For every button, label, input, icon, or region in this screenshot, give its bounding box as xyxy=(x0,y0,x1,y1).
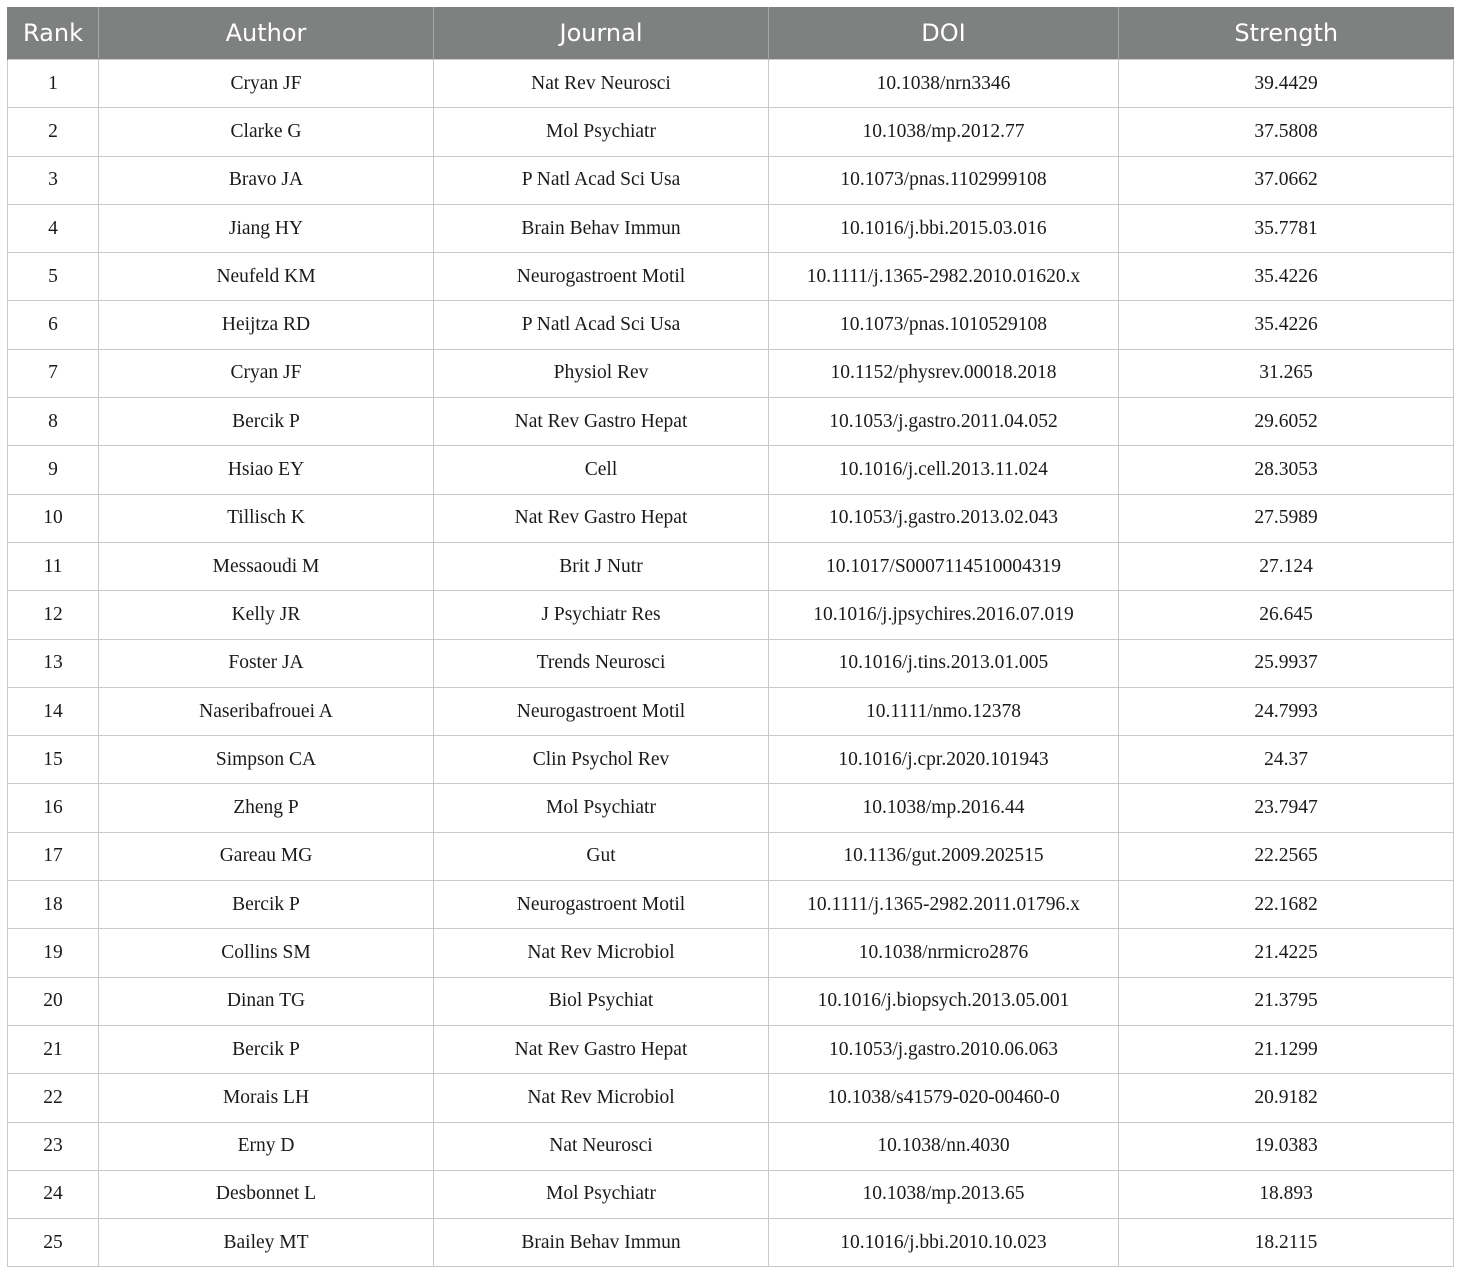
table-container xyxy=(7,7,1453,1267)
cell-strength: 20.9182 xyxy=(1119,1074,1454,1122)
cell-author: Erny D xyxy=(99,1122,434,1170)
cell-doi: 10.1016/j.bbi.2015.03.016 xyxy=(769,204,1119,252)
table-row xyxy=(8,494,1454,542)
cell-author: Simpson CA xyxy=(99,736,434,784)
citation-strength-table xyxy=(7,7,1454,1267)
cell-strength: 35.7781 xyxy=(1119,204,1454,252)
header-strength: Strength xyxy=(1119,7,1454,60)
cell-doi: 10.1016/j.cell.2013.11.024 xyxy=(769,446,1119,494)
cell-rank: 6 xyxy=(8,301,99,349)
cell-doi: 10.1152/physrev.00018.2018 xyxy=(769,349,1119,397)
cell-author: Naseribafrouei A xyxy=(99,687,434,735)
table-row xyxy=(8,542,1454,590)
header-rank: Rank xyxy=(8,7,99,60)
cell-author: Desbonnet L xyxy=(99,1170,434,1218)
cell-rank: 4 xyxy=(8,204,99,252)
cell-strength: 37.5808 xyxy=(1119,108,1454,156)
table-row xyxy=(8,1025,1454,1073)
cell-journal: Brain Behav Immun xyxy=(434,1219,769,1267)
cell-rank: 8 xyxy=(8,398,99,446)
cell-rank: 15 xyxy=(8,736,99,784)
cell-rank: 3 xyxy=(8,156,99,204)
cell-rank: 24 xyxy=(8,1170,99,1218)
cell-rank: 25 xyxy=(8,1219,99,1267)
cell-rank: 20 xyxy=(8,977,99,1025)
cell-journal: Neurogastroent Motil xyxy=(434,687,769,735)
cell-strength: 27.5989 xyxy=(1119,494,1454,542)
cell-rank: 23 xyxy=(8,1122,99,1170)
table-row xyxy=(8,639,1454,687)
cell-author: Jiang HY xyxy=(99,204,434,252)
cell-strength: 19.0383 xyxy=(1119,1122,1454,1170)
cell-author: Bravo JA xyxy=(99,156,434,204)
table-row xyxy=(8,881,1454,929)
table-body xyxy=(8,60,1454,1267)
cell-strength: 21.3795 xyxy=(1119,977,1454,1025)
table-row xyxy=(8,204,1454,252)
cell-strength: 39.4429 xyxy=(1119,60,1454,108)
cell-author: Messaoudi M xyxy=(99,542,434,590)
cell-doi: 10.1038/nrn3346 xyxy=(769,60,1119,108)
table-row xyxy=(8,108,1454,156)
table-row xyxy=(8,784,1454,832)
cell-strength: 29.6052 xyxy=(1119,398,1454,446)
table-row xyxy=(8,253,1454,301)
cell-journal: Nat Neurosci xyxy=(434,1122,769,1170)
cell-journal: Neurogastroent Motil xyxy=(434,881,769,929)
cell-journal: Biol Psychiat xyxy=(434,977,769,1025)
cell-doi: 10.1038/nrmicro2876 xyxy=(769,929,1119,977)
cell-journal: Nat Rev Gastro Hepat xyxy=(434,398,769,446)
cell-author: Cryan JF xyxy=(99,349,434,397)
table-row xyxy=(8,1170,1454,1218)
cell-author: Gareau MG xyxy=(99,832,434,880)
table-row xyxy=(8,446,1454,494)
cell-doi: 10.1111/j.1365-2982.2010.01620.x xyxy=(769,253,1119,301)
cell-strength: 27.124 xyxy=(1119,542,1454,590)
cell-rank: 9 xyxy=(8,446,99,494)
cell-journal: Physiol Rev xyxy=(434,349,769,397)
cell-author: Zheng P xyxy=(99,784,434,832)
table-row xyxy=(8,398,1454,446)
cell-journal: Neurogastroent Motil xyxy=(434,253,769,301)
cell-rank: 5 xyxy=(8,253,99,301)
cell-rank: 7 xyxy=(8,349,99,397)
cell-journal: Nat Rev Microbiol xyxy=(434,1074,769,1122)
cell-doi: 10.1016/j.bbi.2010.10.023 xyxy=(769,1219,1119,1267)
table-row xyxy=(8,1122,1454,1170)
cell-strength: 18.2115 xyxy=(1119,1219,1454,1267)
cell-author: Foster JA xyxy=(99,639,434,687)
cell-rank: 17 xyxy=(8,832,99,880)
cell-strength: 18.893 xyxy=(1119,1170,1454,1218)
table-row xyxy=(8,156,1454,204)
cell-rank: 18 xyxy=(8,881,99,929)
table-row xyxy=(8,349,1454,397)
cell-strength: 28.3053 xyxy=(1119,446,1454,494)
cell-rank: 12 xyxy=(8,591,99,639)
cell-rank: 2 xyxy=(8,108,99,156)
cell-strength: 37.0662 xyxy=(1119,156,1454,204)
cell-journal: Mol Psychiatr xyxy=(434,1170,769,1218)
table-header xyxy=(8,7,1454,60)
header-doi: DOI xyxy=(769,7,1119,60)
header-author: Author xyxy=(99,7,434,60)
cell-author: Bercik P xyxy=(99,398,434,446)
cell-strength: 25.9937 xyxy=(1119,639,1454,687)
cell-doi: 10.1038/mp.2012.77 xyxy=(769,108,1119,156)
cell-doi: 10.1111/nmo.12378 xyxy=(769,687,1119,735)
cell-doi: 10.1053/j.gastro.2011.04.052 xyxy=(769,398,1119,446)
cell-author: Kelly JR xyxy=(99,591,434,639)
cell-journal: Gut xyxy=(434,832,769,880)
cell-doi: 10.1053/j.gastro.2010.06.063 xyxy=(769,1025,1119,1073)
cell-doi: 10.1016/j.biopsych.2013.05.001 xyxy=(769,977,1119,1025)
cell-strength: 26.645 xyxy=(1119,591,1454,639)
cell-doi: 10.1073/pnas.1010529108 xyxy=(769,301,1119,349)
table-row xyxy=(8,832,1454,880)
cell-journal: Nat Rev Microbiol xyxy=(434,929,769,977)
cell-doi: 10.1038/mp.2013.65 xyxy=(769,1170,1119,1218)
cell-journal: P Natl Acad Sci Usa xyxy=(434,301,769,349)
table-row xyxy=(8,929,1454,977)
cell-doi: 10.1053/j.gastro.2013.02.043 xyxy=(769,494,1119,542)
cell-author: Bercik P xyxy=(99,1025,434,1073)
cell-journal: Mol Psychiatr xyxy=(434,784,769,832)
cell-journal: Nat Rev Neurosci xyxy=(434,60,769,108)
cell-rank: 11 xyxy=(8,542,99,590)
cell-journal: Mol Psychiatr xyxy=(434,108,769,156)
cell-strength: 31.265 xyxy=(1119,349,1454,397)
header-journal: Journal xyxy=(434,7,769,60)
cell-strength: 21.1299 xyxy=(1119,1025,1454,1073)
cell-author: Collins SM xyxy=(99,929,434,977)
cell-rank: 10 xyxy=(8,494,99,542)
cell-author: Tillisch K xyxy=(99,494,434,542)
cell-rank: 22 xyxy=(8,1074,99,1122)
cell-strength: 23.7947 xyxy=(1119,784,1454,832)
cell-strength: 24.37 xyxy=(1119,736,1454,784)
cell-strength: 35.4226 xyxy=(1119,301,1454,349)
table-row xyxy=(8,736,1454,784)
cell-doi: 10.1038/s41579-020-00460-0 xyxy=(769,1074,1119,1122)
cell-doi: 10.1136/gut.2009.202515 xyxy=(769,832,1119,880)
cell-strength: 35.4226 xyxy=(1119,253,1454,301)
cell-strength: 22.2565 xyxy=(1119,832,1454,880)
cell-strength: 21.4225 xyxy=(1119,929,1454,977)
table-row xyxy=(8,60,1454,108)
cell-doi: 10.1073/pnas.1102999108 xyxy=(769,156,1119,204)
cell-journal: Clin Psychol Rev xyxy=(434,736,769,784)
cell-rank: 21 xyxy=(8,1025,99,1073)
cell-rank: 1 xyxy=(8,60,99,108)
cell-journal: P Natl Acad Sci Usa xyxy=(434,156,769,204)
cell-doi: 10.1111/j.1365-2982.2011.01796.x xyxy=(769,881,1119,929)
cell-journal: Cell xyxy=(434,446,769,494)
cell-strength: 24.7993 xyxy=(1119,687,1454,735)
cell-doi: 10.1038/mp.2016.44 xyxy=(769,784,1119,832)
cell-journal: Nat Rev Gastro Hepat xyxy=(434,494,769,542)
cell-doi: 10.1038/nn.4030 xyxy=(769,1122,1119,1170)
cell-author: Morais LH xyxy=(99,1074,434,1122)
cell-doi: 10.1016/j.jpsychires.2016.07.019 xyxy=(769,591,1119,639)
cell-author: Cryan JF xyxy=(99,60,434,108)
cell-doi: 10.1016/j.cpr.2020.101943 xyxy=(769,736,1119,784)
table-row xyxy=(8,1219,1454,1267)
cell-author: Hsiao EY xyxy=(99,446,434,494)
cell-author: Heijtza RD xyxy=(99,301,434,349)
cell-author: Dinan TG xyxy=(99,977,434,1025)
cell-journal: Brit J Nutr xyxy=(434,542,769,590)
cell-strength: 22.1682 xyxy=(1119,881,1454,929)
cell-author: Neufeld KM xyxy=(99,253,434,301)
cell-author: Bercik P xyxy=(99,881,434,929)
cell-rank: 13 xyxy=(8,639,99,687)
cell-rank: 14 xyxy=(8,687,99,735)
cell-rank: 16 xyxy=(8,784,99,832)
table-row xyxy=(8,301,1454,349)
table-row xyxy=(8,687,1454,735)
cell-author: Clarke G xyxy=(99,108,434,156)
cell-rank: 19 xyxy=(8,929,99,977)
cell-journal: Trends Neurosci xyxy=(434,639,769,687)
cell-author: Bailey MT xyxy=(99,1219,434,1267)
cell-journal: J Psychiatr Res xyxy=(434,591,769,639)
cell-doi: 10.1016/j.tins.2013.01.005 xyxy=(769,639,1119,687)
table-row xyxy=(8,591,1454,639)
table-row xyxy=(8,1074,1454,1122)
table-row xyxy=(8,977,1454,1025)
cell-doi: 10.1017/S0007114510004319 xyxy=(769,542,1119,590)
cell-journal: Nat Rev Gastro Hepat xyxy=(434,1025,769,1073)
cell-journal: Brain Behav Immun xyxy=(434,204,769,252)
header-row xyxy=(8,7,1454,60)
